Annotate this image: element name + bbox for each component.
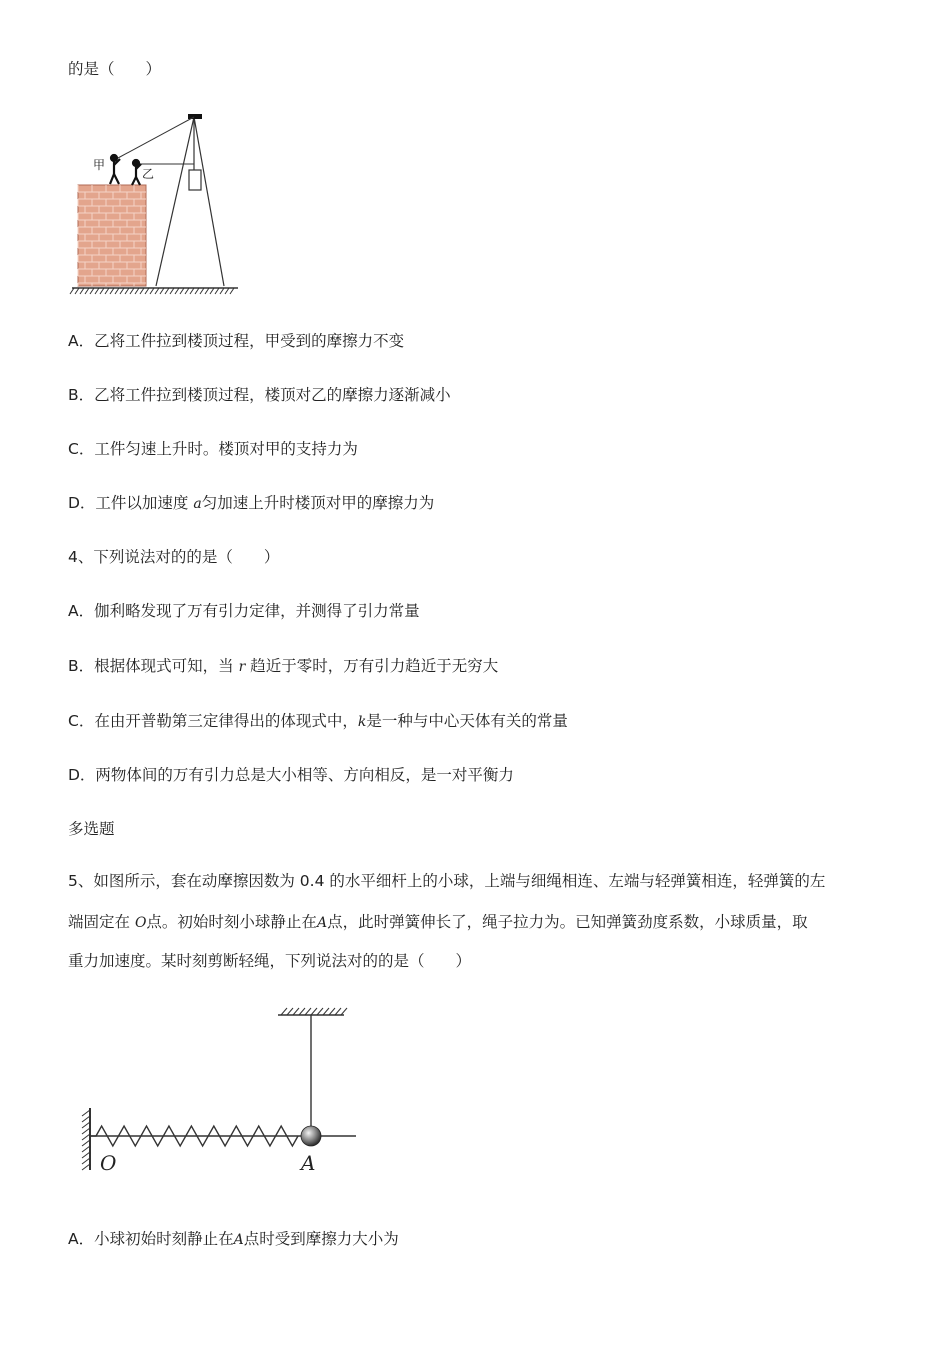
q4-option-c: C．在由开普勒第三定律得出的体现式中，k是一种与中心天体有关的常量 (68, 712, 568, 730)
section-heading: 多选题 (68, 820, 115, 838)
label-yi: 乙 (142, 167, 155, 181)
q4-stem: 4、下列说法对的的是（ ） (68, 548, 280, 566)
var-o: O (134, 915, 147, 931)
person-jia-icon (110, 155, 120, 184)
q5-stem-line3: 重力加速度。某时刻剪断轻绳，下列说法对的的是（ ） (68, 952, 472, 970)
q3-stem-tail: 的是（ ） (68, 60, 162, 78)
rope-jia (118, 117, 194, 158)
q3-option-a: A．乙将工件拉到楼顶过程，甲受到的摩擦力不变 (68, 332, 405, 350)
label-o: O (100, 1151, 117, 1175)
q3-option-c: C．工件匀速上升时。楼顶对甲的支持力为 (68, 440, 358, 458)
var-k: k (357, 714, 367, 730)
var-a-point-2: A (233, 1232, 244, 1248)
q3-option-b: B．乙将工件拉到楼顶过程，楼顶对乙的摩擦力逐渐减小 (68, 386, 451, 404)
spring-ball-figure (76, 1000, 366, 1180)
var-r: r (238, 659, 246, 675)
wall-hatching (82, 1108, 90, 1170)
person-yi-icon (132, 160, 141, 185)
var-a-point: A (316, 915, 328, 931)
ball-icon (301, 1126, 321, 1146)
q5-stem-line2: 端固定在 O点。初始时刻小球静止在A点，此时弹簧伸长了，绳子拉力为。已知弹簧劲度系数，小球质量，取 (68, 913, 808, 931)
q4-option-d: D．两物体间的万有引力总是大小相等、方向相反，是一对平衡力 (68, 766, 514, 784)
var-a: a (193, 496, 202, 512)
brick-wall (78, 185, 146, 286)
q3-option-d: D．工件以加速度 a匀加速上升时楼顶对甲的摩擦力为 (68, 494, 435, 512)
q5-stem-line1: 5、如图所示，套在动摩擦因数为 0.4 的水平细杆上的小球，上端与细绳相连、左端与轻弹簧相连，轻弹簧的左 (68, 872, 826, 890)
pulley-icon (188, 114, 202, 119)
q5-option-a: A．小球初始时刻静止在A点时受到摩擦力大小为 (68, 1230, 399, 1248)
tripod-frame (156, 117, 224, 286)
label-a: A (301, 1151, 316, 1175)
ceiling-hatching (278, 1008, 347, 1015)
q4-option-b: B．根据体现式可知，当 r 趋近于零时，万有引力趋近于无穷大 (68, 657, 499, 675)
q4-option-a: A．伽利略发现了万有引力定律，并测得了引力常量 (68, 602, 420, 620)
label-jia: 甲 (93, 158, 106, 172)
ground-hatching (70, 288, 238, 294)
building-crane-figure (68, 108, 243, 298)
